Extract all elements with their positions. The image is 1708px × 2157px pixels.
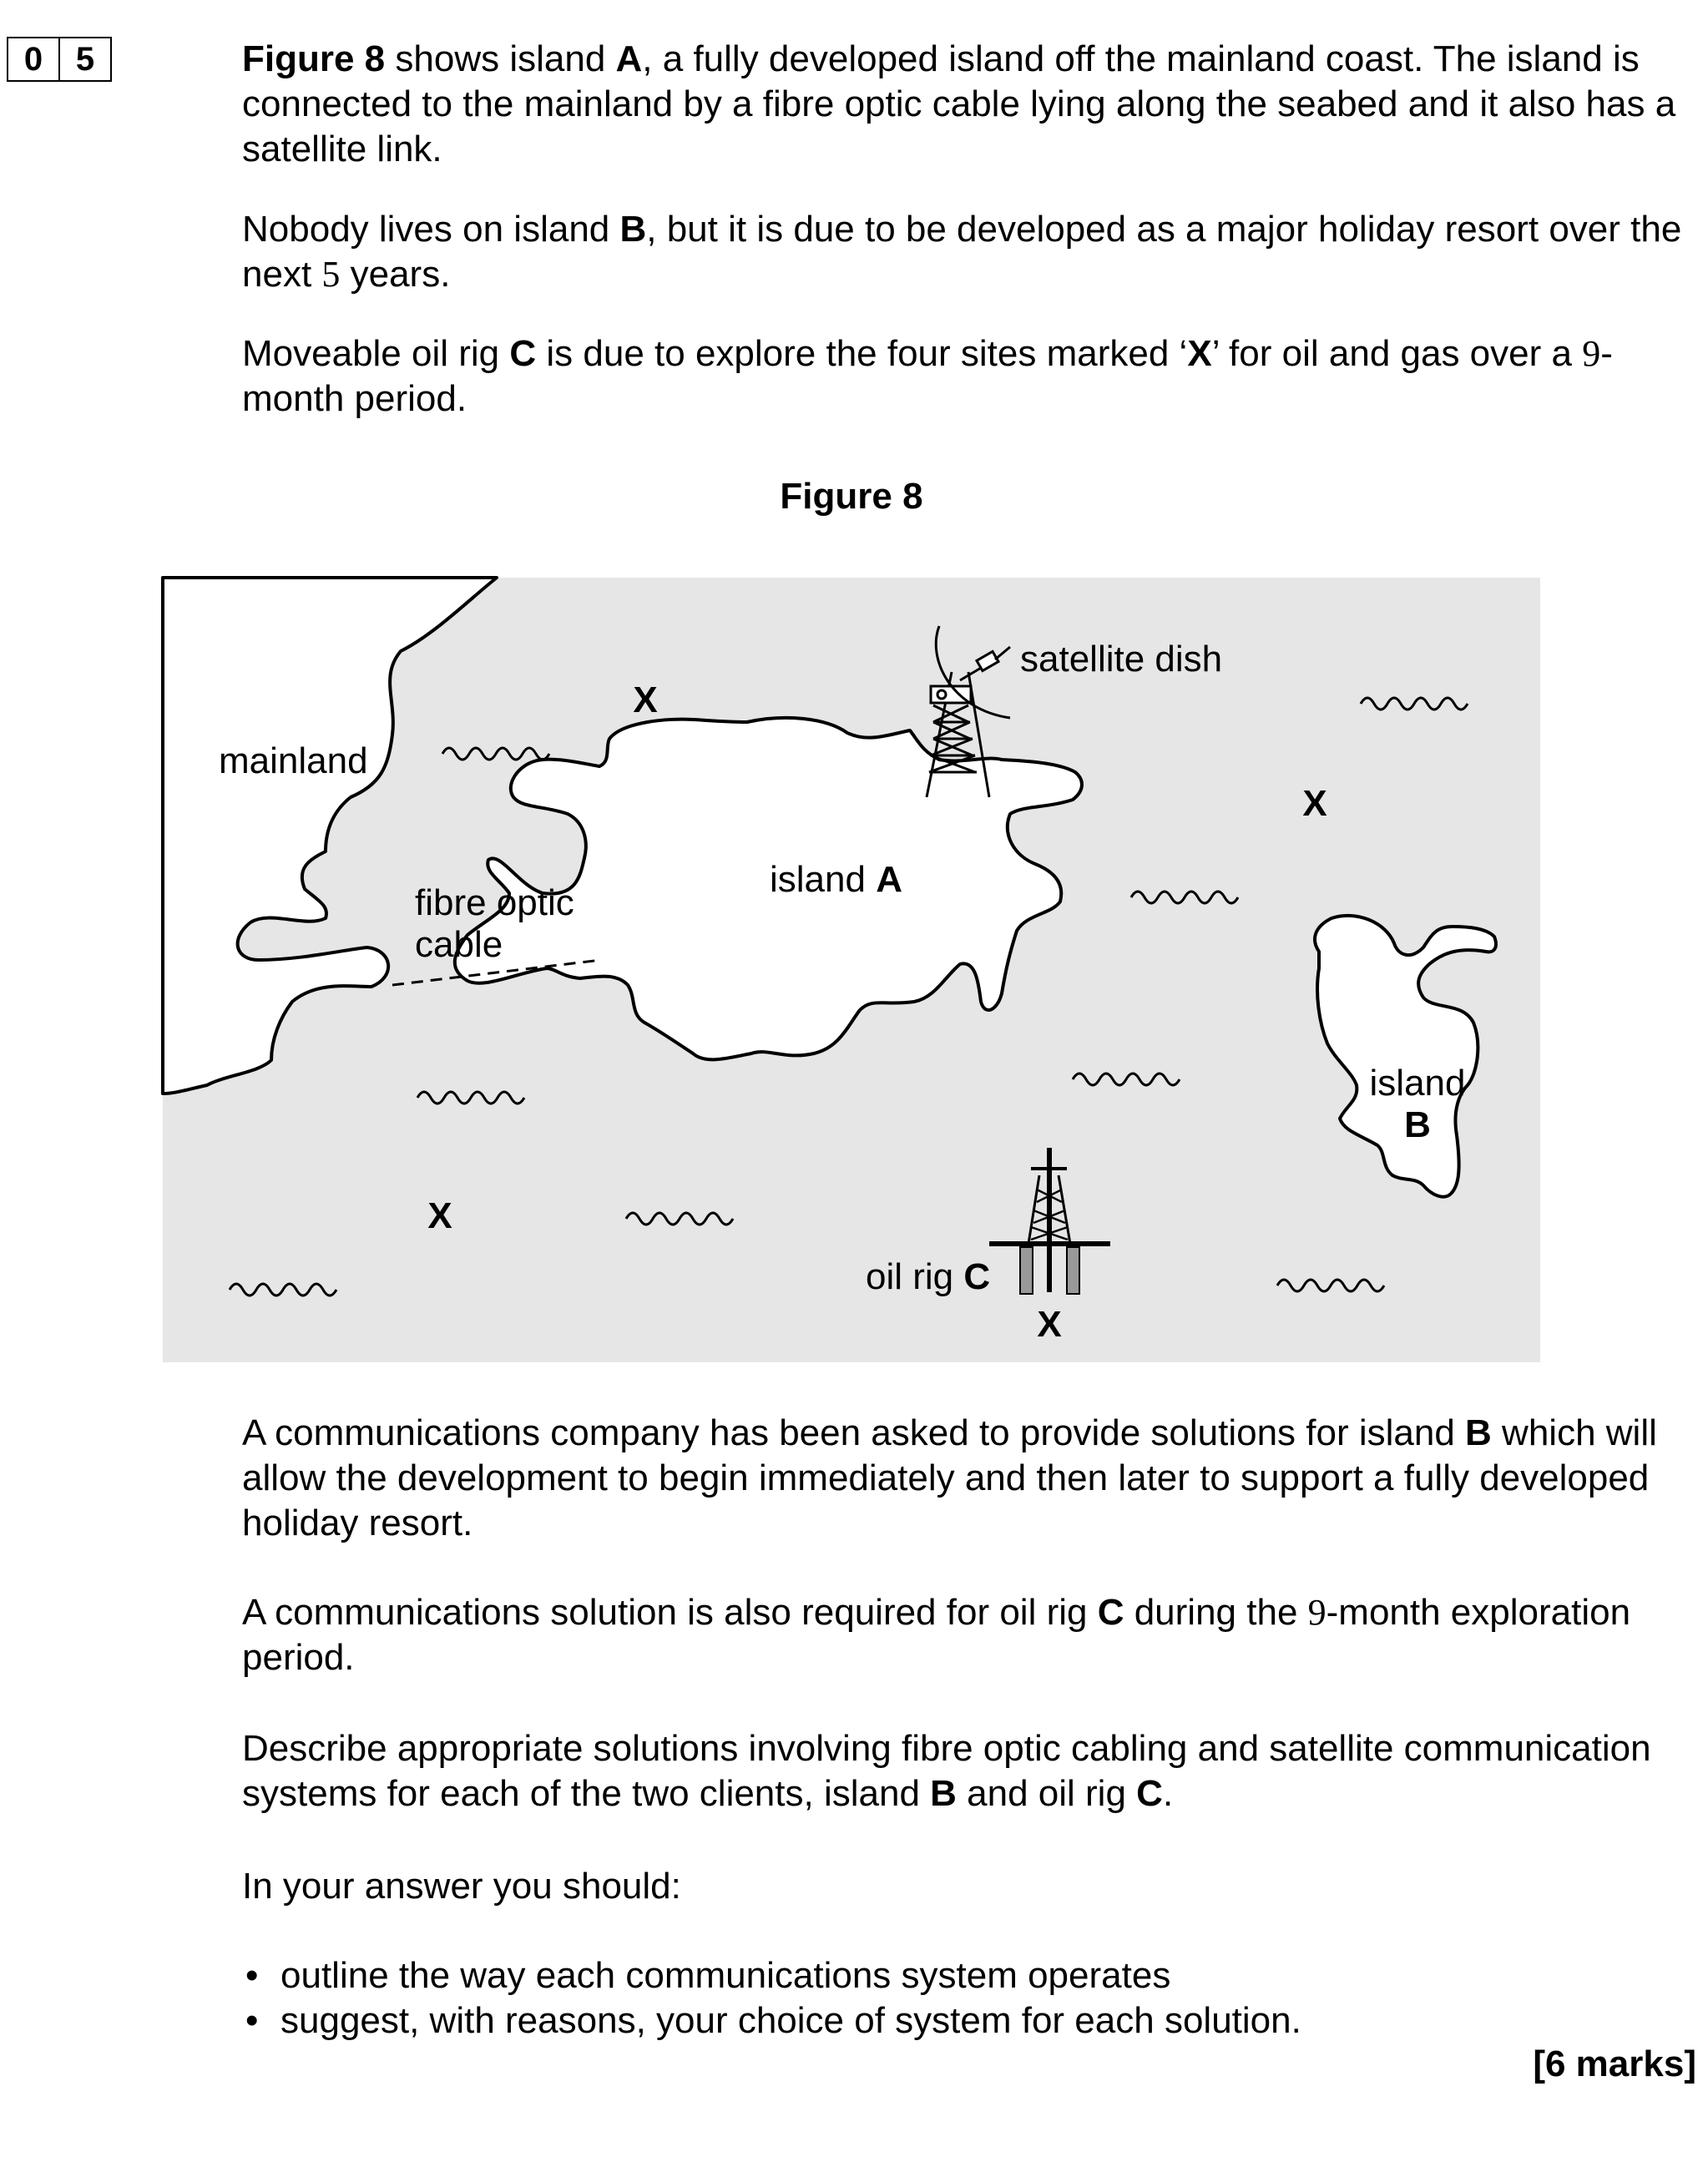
intro-paragraph-2: Nobody lives on island B, but it is due to be developed as a major holiday resort over the next 5 years. <box>242 209 1682 295</box>
marks-label: [6 marks] <box>1533 2043 1696 2084</box>
instruction-text: In your answer you should: <box>242 1866 681 1907</box>
question-digit-2: 5 <box>58 38 110 80</box>
body-paragraph-2: A communications solution is also required for oil rig C during the 9-month exploration period. <box>242 1592 1631 1678</box>
site-marker-x: X <box>1302 783 1327 824</box>
intro-paragraph-3: Moveable oil rig C is due to explore the four sites marked ‘X’ for oil and gas over a 9-month period. <box>242 333 1613 419</box>
body-paragraph-1: A communications company has been asked to provide solutions for island B which will allow the development to begin immediately and then later to support a fully developed holiday resort. <box>242 1412 1657 1543</box>
list-item: • outline the way each communications system operates <box>242 1953 1301 1998</box>
site-marker-x: X <box>427 1195 452 1236</box>
satellite-dish-label: satellite dish <box>1020 639 1223 679</box>
island-b-label: island <box>1369 1063 1466 1104</box>
mainland-label: mainland <box>219 740 368 781</box>
island-b-letter: B <box>1404 1104 1431 1145</box>
site-marker-x: X <box>633 679 658 720</box>
list-item: • suggest, with reasons, your choice of system for each solution. <box>242 1998 1301 2043</box>
body-paragraph-3: Describe appropriate solutions involving fibre optic cabling and satellite communication systems for each of the two clients, island B and oil rig C. <box>242 1728 1651 1814</box>
answer-guidance-list <box>242 1953 1301 2043</box>
oil-rig-label: oil rig C <box>866 1256 991 1297</box>
fibre-optic-label: fibre optic <box>415 882 574 923</box>
figure-title: Figure 8 <box>780 476 923 517</box>
oil-rig-leg-right <box>1067 1247 1079 1294</box>
question-digit-1: 0 <box>23 41 43 78</box>
oil-rig-leg-left <box>1020 1247 1033 1294</box>
intro-paragraph-1: Figure 8 shows island A, a fully developed island off the mainland coast. The island is connected to the mainland by a fibre optic cable lying along the seabed and it also has a satellite link. <box>242 38 1676 169</box>
site-marker-x: X <box>1037 1304 1062 1345</box>
cable-label: cable <box>415 924 503 965</box>
island-a-label: island A <box>770 859 902 900</box>
